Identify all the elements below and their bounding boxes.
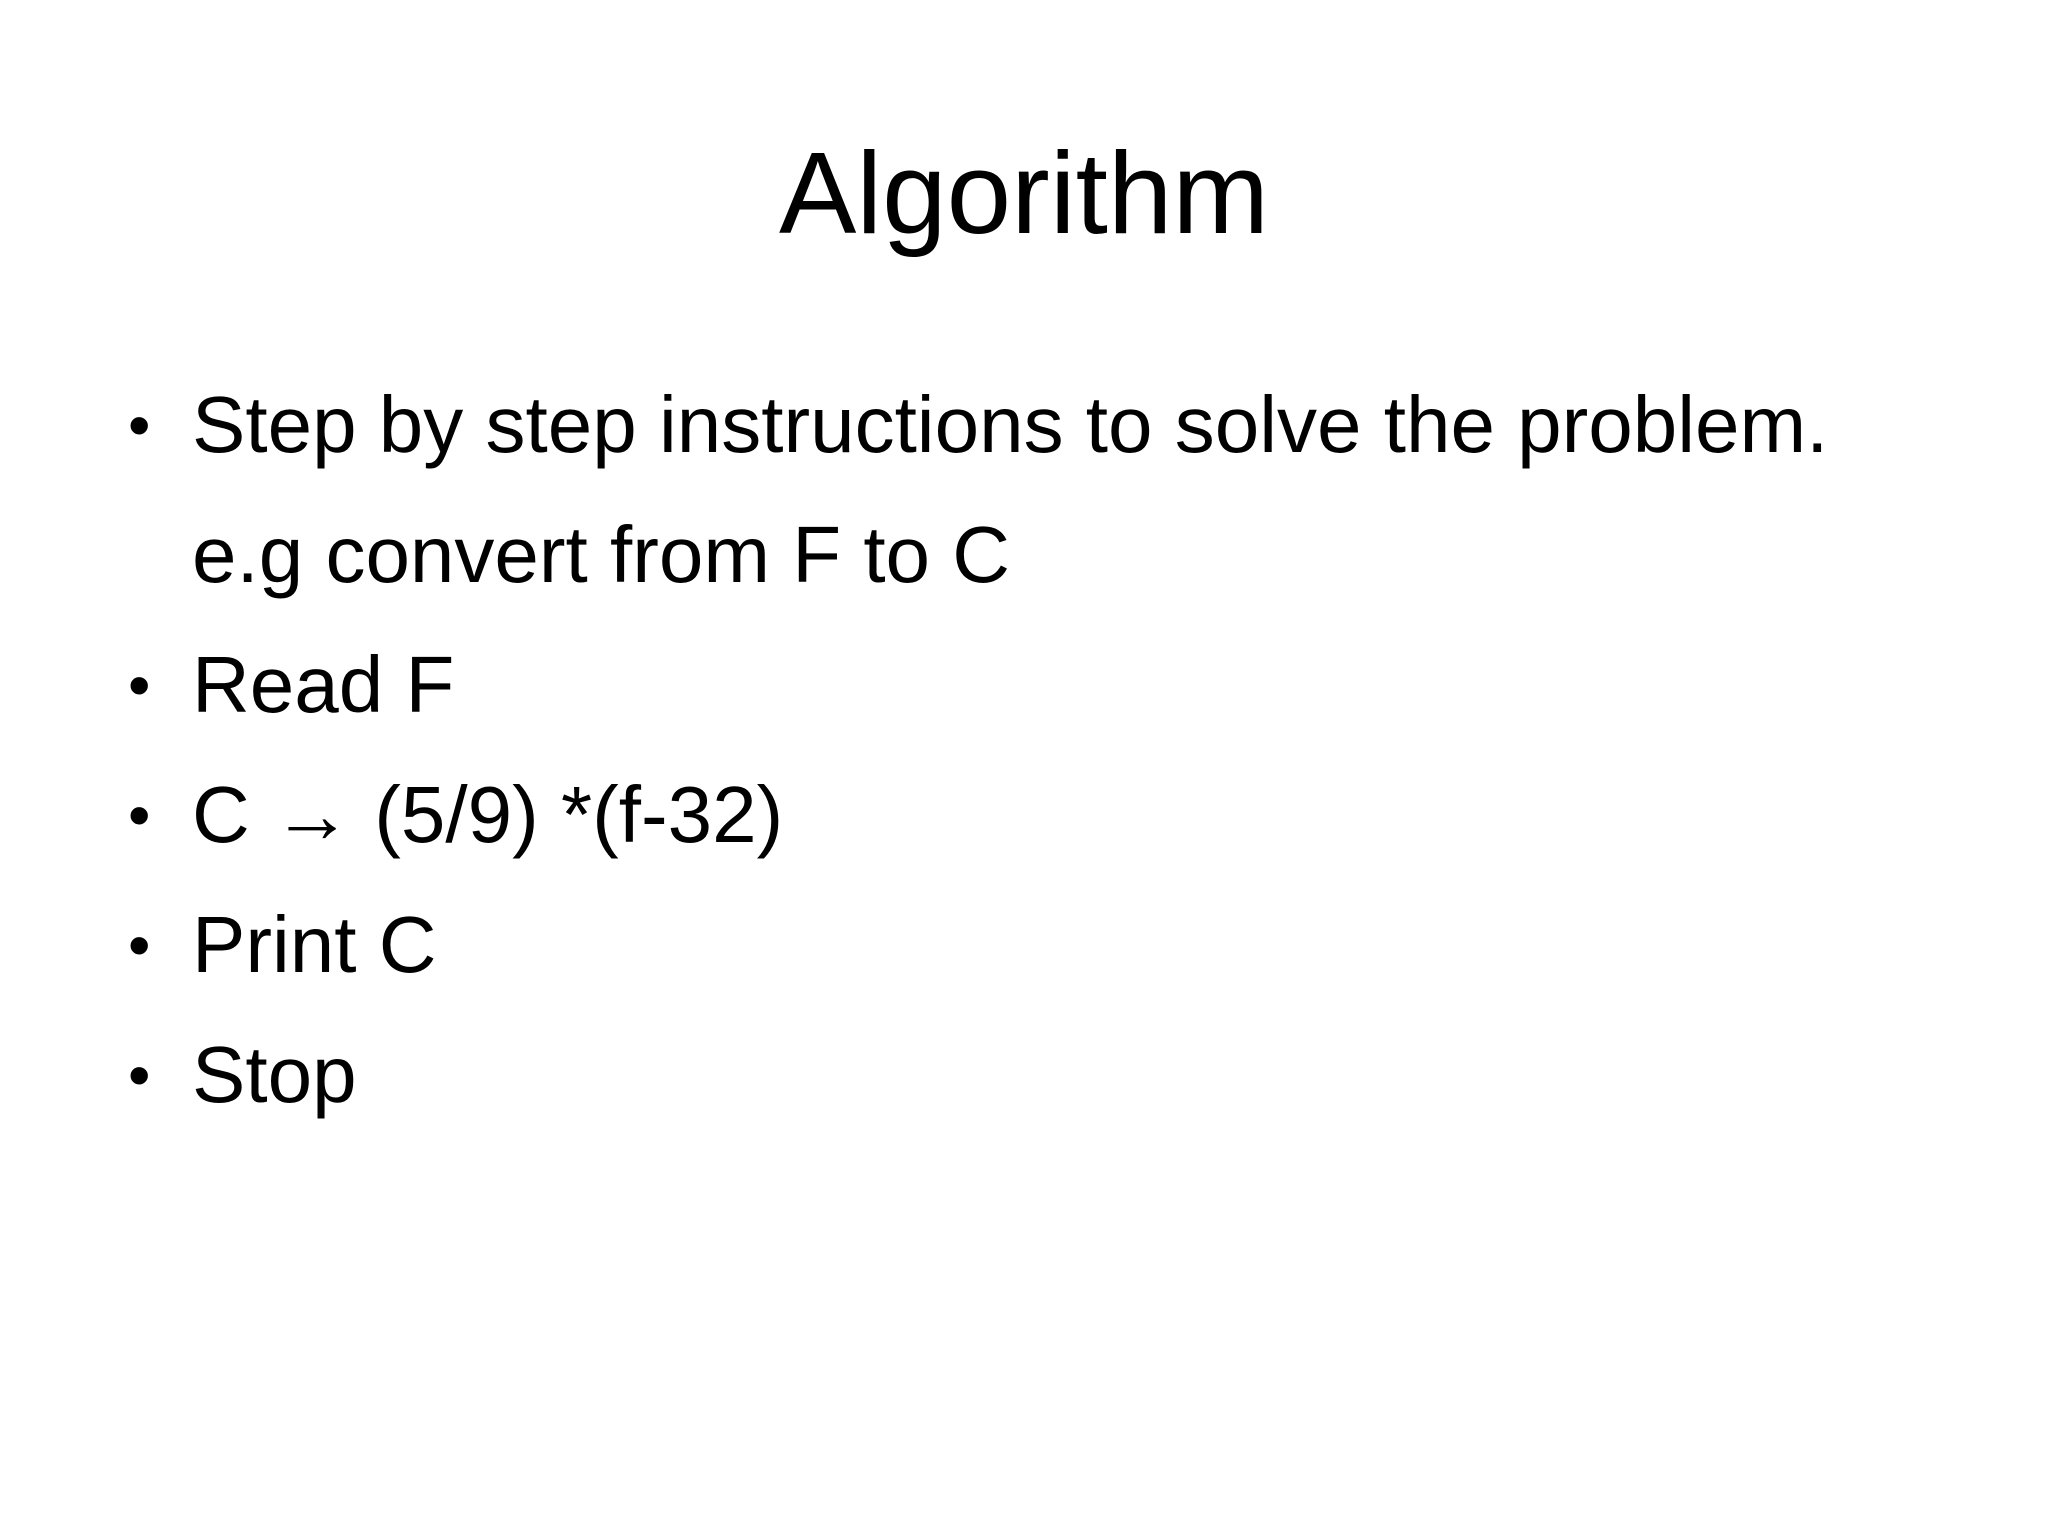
bullet-list: [120, 360, 1980, 1140]
list-item-text: e.g convert from F to C: [192, 510, 1011, 599]
bullet-icon: •: [128, 909, 151, 981]
list-item-text: Print C: [192, 900, 437, 989]
list-item: [120, 880, 1980, 1010]
bullet-icon: •: [128, 779, 151, 851]
list-item-continuation: [120, 490, 1980, 620]
list-item: [120, 750, 1980, 880]
bullet-icon: •: [128, 649, 151, 721]
list-item-text: Stop: [192, 1030, 357, 1119]
list-item: [120, 360, 1980, 490]
list-item-text: Read F: [192, 640, 455, 729]
list-item-text: C → (5/9) *(f-32): [192, 770, 784, 859]
bullet-icon: •: [128, 389, 151, 461]
bullet-icon: •: [128, 1039, 151, 1111]
list-item-text: Step by step instructions to solve the problem.: [192, 380, 1829, 469]
list-item: [120, 1010, 1980, 1140]
slide-title: Algorithm: [779, 128, 1269, 258]
list-item: [120, 620, 1980, 750]
